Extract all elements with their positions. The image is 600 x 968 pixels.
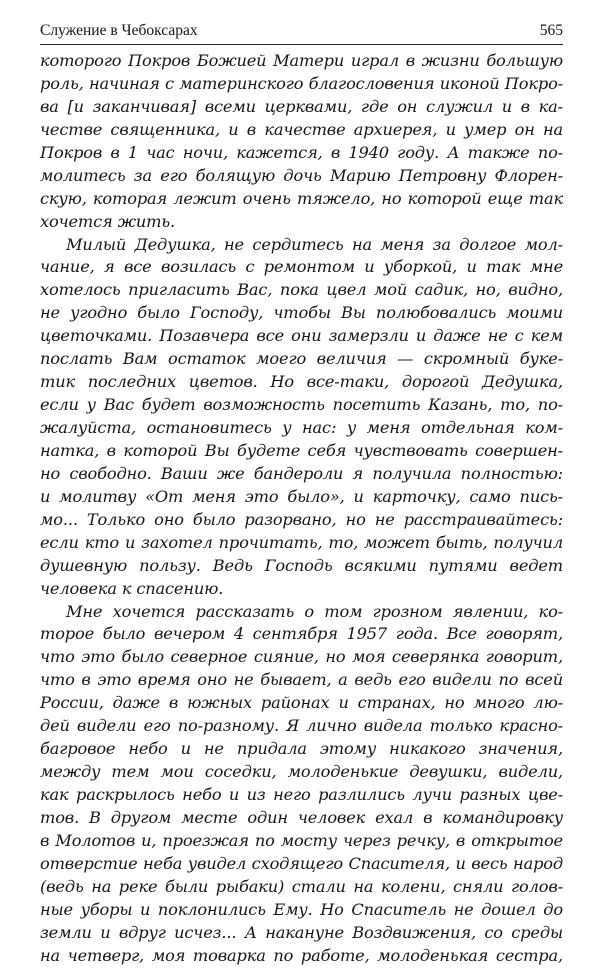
- text-line: послать Вам остаток моего величия — скромный буке-: [40, 349, 563, 369]
- text-line: Покров в 1 час ночи, кажется, в 1940 году. А также по-: [40, 142, 563, 162]
- text-line: мо... Только оно было разорвано, но не расстраивайтесь:: [40, 509, 563, 529]
- text-line: цветочками. Позавчера все они замерзли и даже не с кем: [40, 326, 563, 346]
- text-line: хочется жить.: [40, 211, 175, 231]
- text-line: человека к спасению.: [40, 578, 224, 598]
- text-line: душевную пользу. Ведь Господь всякими путями ведет: [40, 555, 563, 575]
- running-title: Служение в Чебоксарах: [40, 22, 198, 39]
- text-line: честве священника, и в качестве архиерея, и умер он на: [40, 119, 563, 139]
- text-line: что в это время оно не бывает, а ведь его видели по всей: [40, 670, 563, 690]
- body-text: [40, 50, 563, 968]
- text-line: роль, начиная с материнского благословения иконой Покро-: [40, 73, 563, 93]
- paragraph: [40, 234, 563, 601]
- text-line: Милый Дедушка, не сердитесь на меня за долгое мол-: [66, 234, 563, 254]
- text-line: (ведь на реке были рыбаки) стали на колени, сняли голов-: [40, 876, 563, 896]
- text-line: как раскрылось небо и из него разлились лучи разных цве-: [40, 785, 563, 804]
- text-line: скую, которая лежит очень тяжело, но которой еще так: [40, 188, 563, 208]
- page-number: 565: [539, 22, 563, 39]
- text-line: если у Вас будет возможность посетить Казань, то, по-: [40, 395, 563, 415]
- text-line: багровое небо и не придала этому никакого значения,: [40, 739, 563, 759]
- running-head: [40, 22, 563, 45]
- text-line: России, даже в южных районах и странах, но много лю-: [40, 693, 563, 713]
- text-line: натка, в которой Вы будете себя чувствовать совершен-: [40, 440, 563, 460]
- text-line: хотелось пригласить Вас, пока цвел мой садик, но, видно,: [40, 280, 563, 300]
- text-line: земли и вдруг исчез... А накануне Воздвижения, со среды: [40, 922, 563, 942]
- text-line: жалуйста, остановитесь у нас: у меня отдельная ком-: [40, 418, 563, 437]
- text-line: на четверг, моя товарка по работе, молоденькая сестра,: [40, 945, 563, 965]
- text-line: молитесь за его болящую дочь Марию Петровну Флорен-: [40, 165, 563, 185]
- text-line: если кто и захотел прочитать, то, может быть, получил: [40, 532, 563, 552]
- text-line: которого Покров Божией Матери играл в жизни большую: [40, 51, 563, 70]
- text-line: отверстие неба увидел сходящего Спасителя, и весь народ: [40, 853, 563, 873]
- paragraph: [40, 601, 563, 968]
- text-line: в Молотов и, проезжая по мосту через речку, в открытое: [40, 830, 563, 850]
- paragraph: [40, 50, 563, 234]
- text-line: что это было северное сияние, но моя северянка говорит,: [40, 647, 563, 667]
- text-line: тов. В другом месте один человек ехал в командировку: [40, 807, 563, 827]
- text-line: торое было вечером 4 сентября 1957 года. Все говорят,: [40, 624, 563, 644]
- text-line: но свободно. Ваши же бандероли я получила полностью:: [40, 463, 563, 483]
- text-line: чание, я все возилась с ремонтом и уборкой, и так мне: [40, 257, 563, 277]
- text-line: ные уборы и поклонились Ему. Но Спаситель не дошел до: [40, 899, 563, 919]
- text-line: дей видели его по-разному. Я лично видела только красно-: [40, 716, 563, 736]
- text-line: и молитву «От меня это было», и карточку, само пись-: [40, 486, 563, 506]
- text-line: не угодно было Господу, чтобы Вы полюбовались моими: [40, 303, 563, 323]
- text-line: ва [и заканчивая] всеми церквами, где он служил и в ка-: [40, 96, 563, 116]
- text-line: тик последних цветов. Но все-таки, дорогой Дедушка,: [40, 372, 563, 392]
- text-line: Мне хочется рассказать о том грозном явлении, ко-: [66, 601, 563, 621]
- text-line: между тем мои соседки, молоденькие девушки, видели,: [40, 762, 563, 782]
